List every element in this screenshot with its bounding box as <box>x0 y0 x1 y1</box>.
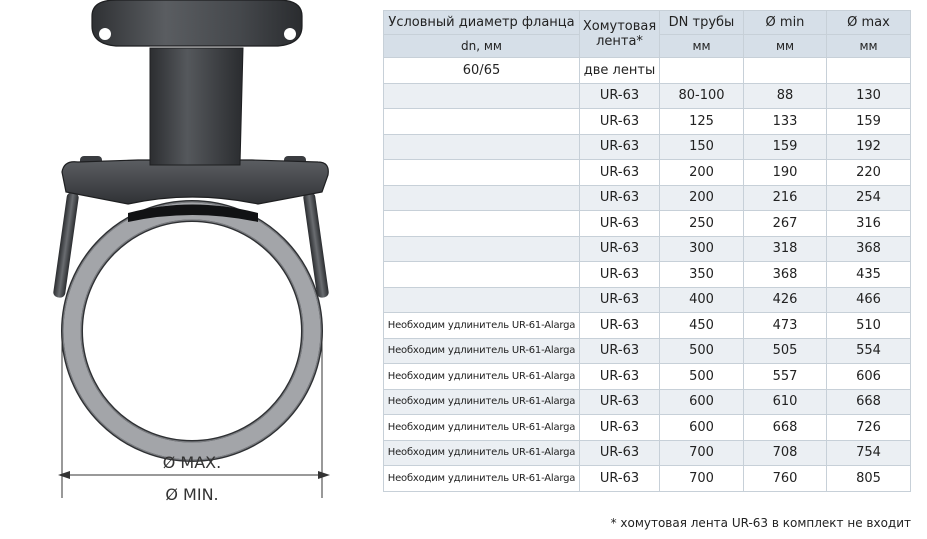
d-max-cell: 606 <box>827 364 911 390</box>
clamp-belt-cell: UR-63 <box>580 415 660 441</box>
header-d-min: Ø min <box>744 11 827 35</box>
flange-cell: Необходим удлинитель UR-61-Alarga <box>384 364 580 390</box>
d-min-cell: 190 <box>744 160 827 186</box>
table-row <box>384 440 911 466</box>
clamp-belt-cell: UR-63 <box>580 338 660 364</box>
d-min-cell: 557 <box>744 364 827 390</box>
flange-cell: Необходим удлинитель UR-61-Alarga <box>384 466 580 492</box>
table-row <box>384 466 911 492</box>
d-max-cell: 368 <box>827 236 911 262</box>
header-clamp-belt: Хомутовая лента* <box>580 11 660 58</box>
flange-cell: Необходим удлинитель UR-61-Alarga <box>384 313 580 339</box>
dn-cell: 250 <box>660 211 744 237</box>
flange-cell <box>384 83 580 109</box>
max-diameter-label: Ø MAX. <box>162 453 222 472</box>
dn-cell: 300 <box>660 236 744 262</box>
dn-cell: 450 <box>660 313 744 339</box>
flange-cell <box>384 211 580 237</box>
d-max-cell: 754 <box>827 440 911 466</box>
dn-cell: 600 <box>660 389 744 415</box>
table-row <box>384 262 911 288</box>
table-row <box>384 389 911 415</box>
dn-cell: 400 <box>660 287 744 313</box>
clamp-belt-cell: UR-63 <box>580 134 660 160</box>
clamp-belt-cell: UR-63 <box>580 185 660 211</box>
dn-cell: 150 <box>660 134 744 160</box>
clamp-belt-cell: UR-63 <box>580 236 660 262</box>
flange-cell: Необходим удлинитель UR-61-Alarga <box>384 389 580 415</box>
d-min-cell: 426 <box>744 287 827 313</box>
clamp-belt-cell: UR-63 <box>580 313 660 339</box>
d-min-cell: 368 <box>744 262 827 288</box>
flange-cell: Необходим удлинитель UR-61-Alarga <box>384 440 580 466</box>
footnote: * хомутовая лента UR-63 в комплект не входит <box>610 516 911 530</box>
dn-cell: 700 <box>660 440 744 466</box>
clamp-belt-cell: две ленты <box>580 58 660 84</box>
table-row <box>384 134 911 160</box>
d-min-cell: 708 <box>744 440 827 466</box>
d-min-cell: 318 <box>744 236 827 262</box>
table-row <box>384 185 911 211</box>
d-max-cell: 316 <box>827 211 911 237</box>
d-max-cell: 220 <box>827 160 911 186</box>
dn-cell: 200 <box>660 160 744 186</box>
clamp-belt-cell: UR-63 <box>580 262 660 288</box>
flange <box>92 0 302 46</box>
table-row <box>384 236 911 262</box>
dn-cell: 200 <box>660 185 744 211</box>
header-row <box>384 11 911 35</box>
dn-cell: 500 <box>660 338 744 364</box>
saddle-body <box>62 160 328 204</box>
dn-cell: 80-100 <box>660 83 744 109</box>
dimensions-table <box>383 10 911 492</box>
flange-cell <box>384 134 580 160</box>
dn-cell: 500 <box>660 364 744 390</box>
clamp-belt-cell: UR-63 <box>580 389 660 415</box>
d-min-cell: 216 <box>744 185 827 211</box>
clamp-belt-cell: UR-63 <box>580 466 660 492</box>
d-max-cell: 726 <box>827 415 911 441</box>
table-row <box>384 109 911 135</box>
dn-cell: 700 <box>660 466 744 492</box>
table-row <box>384 211 911 237</box>
flange-cell <box>384 287 580 313</box>
flange-bolt-hole-right <box>284 28 296 40</box>
flange-cell: Необходим удлинитель UR-61-Alarga <box>384 415 580 441</box>
dn-cell: 350 <box>660 262 744 288</box>
saddle-clamp-drawing <box>0 0 370 539</box>
clamp-belt-cell: UR-63 <box>580 287 660 313</box>
flange-cell <box>384 109 580 135</box>
d-min-cell: 505 <box>744 338 827 364</box>
header-dn-pipe: DN трубы <box>660 11 744 35</box>
table-row <box>384 58 911 84</box>
header-d-max: Ø max <box>827 11 911 35</box>
d-max-cell <box>827 58 911 84</box>
clamp-belt-cell: UR-63 <box>580 109 660 135</box>
saddle-neck <box>150 48 243 165</box>
unit-dn: мм <box>660 35 744 58</box>
d-max-cell: 435 <box>827 262 911 288</box>
flange-bolt-hole-left <box>99 28 111 40</box>
flange-cell <box>384 160 580 186</box>
d-max-cell: 130 <box>827 83 911 109</box>
header-flange-diameter: Условный диаметр фланца <box>384 11 580 35</box>
clamp-belt-cell: UR-63 <box>580 440 660 466</box>
d-max-cell: 805 <box>827 466 911 492</box>
d-max-cell: 159 <box>827 109 911 135</box>
table-row <box>384 83 911 109</box>
flange-cell <box>384 236 580 262</box>
d-max-cell: 668 <box>827 389 911 415</box>
pipe <box>63 202 321 460</box>
clamp-belt-cell: UR-63 <box>580 211 660 237</box>
d-min-cell: 473 <box>744 313 827 339</box>
flange-cell <box>384 185 580 211</box>
table-row <box>384 287 911 313</box>
clamp-belt-cell: UR-63 <box>580 364 660 390</box>
flange-cell <box>384 262 580 288</box>
d-max-cell: 554 <box>827 338 911 364</box>
d-min-cell: 760 <box>744 466 827 492</box>
d-min-cell: 88 <box>744 83 827 109</box>
table-row <box>384 415 911 441</box>
clamp-belt-cell: UR-63 <box>580 83 660 109</box>
unit-max: мм <box>827 35 911 58</box>
d-max-cell: 254 <box>827 185 911 211</box>
d-max-cell: 192 <box>827 134 911 160</box>
header-flange-unit: dn, мм <box>384 35 580 58</box>
d-min-cell: 159 <box>744 134 827 160</box>
flange-cell: Необходим удлинитель UR-61-Alarga <box>384 338 580 364</box>
d-min-cell: 668 <box>744 415 827 441</box>
d-min-cell: 133 <box>744 109 827 135</box>
dn-cell: 125 <box>660 109 744 135</box>
table-row <box>384 338 911 364</box>
d-min-cell: 610 <box>744 389 827 415</box>
d-max-cell: 510 <box>827 313 911 339</box>
unit-min: мм <box>744 35 827 58</box>
clamp-belt-cell: UR-63 <box>580 160 660 186</box>
table-row <box>384 313 911 339</box>
d-max-cell: 466 <box>827 287 911 313</box>
table-body <box>384 58 911 492</box>
table-row <box>384 160 911 186</box>
d-min-cell: 267 <box>744 211 827 237</box>
min-diameter-label: Ø MIN. <box>165 485 219 504</box>
d-min-cell <box>744 58 827 84</box>
table-row <box>384 364 911 390</box>
flange-cell: 60/65 <box>384 58 580 84</box>
dn-cell: 600 <box>660 415 744 441</box>
dn-cell <box>660 58 744 84</box>
